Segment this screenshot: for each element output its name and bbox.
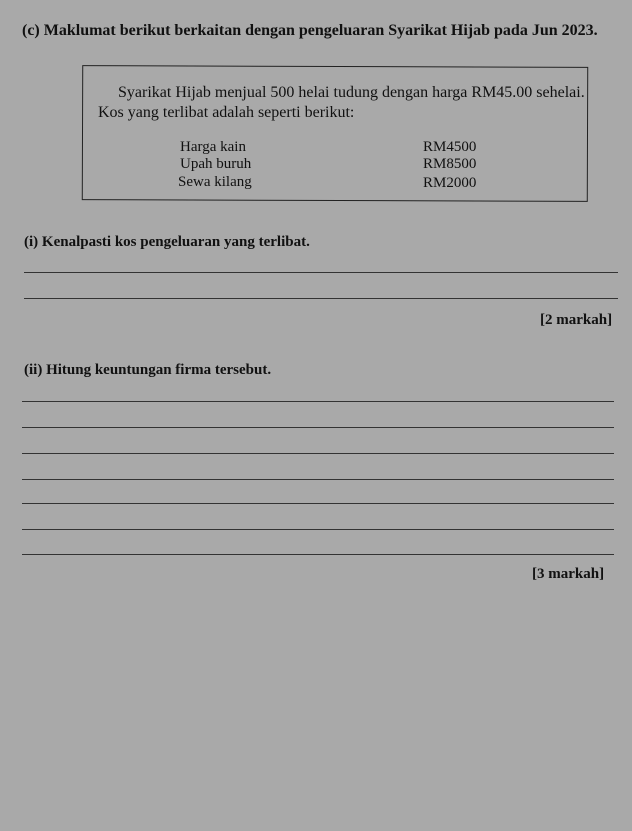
question-ii: (ii) Hitung keuntungan firma tersebut. [24, 362, 272, 378]
answer-line [22, 503, 614, 504]
answer-line [22, 479, 614, 480]
answer-line [22, 427, 614, 428]
cost-amount: RM2000 [423, 175, 477, 191]
question-i: (i) Kenalpasti kos pengeluaran yang terlibat. [24, 234, 310, 250]
answer-line [22, 554, 614, 555]
cost-amount: RM8500 [423, 156, 477, 172]
question-heading: (c) Maklumat berikut berkaitan dengan pengeluaran Syarikat Hijab pada Jun 2023. [22, 22, 598, 39]
cost-amount: RM4500 [423, 139, 477, 155]
cost-item: Harga kain [180, 139, 246, 155]
marks-i: [2 markah] [540, 312, 613, 328]
answer-line [22, 453, 614, 454]
marks-ii: [3 markah] [532, 566, 605, 582]
cost-item: Sewa kilang [178, 174, 252, 190]
answer-line [24, 298, 618, 299]
answer-line [22, 529, 614, 530]
info-line-1: Syarikat Hijab menjual 500 helai tudung dengan harga RM45.00 sehelai. [118, 84, 585, 101]
info-line-2: Kos yang terlibat adalah seperti berikut: [98, 104, 355, 121]
answer-line [22, 401, 614, 402]
answer-line [24, 272, 618, 273]
cost-item: Upah buruh [180, 156, 252, 172]
